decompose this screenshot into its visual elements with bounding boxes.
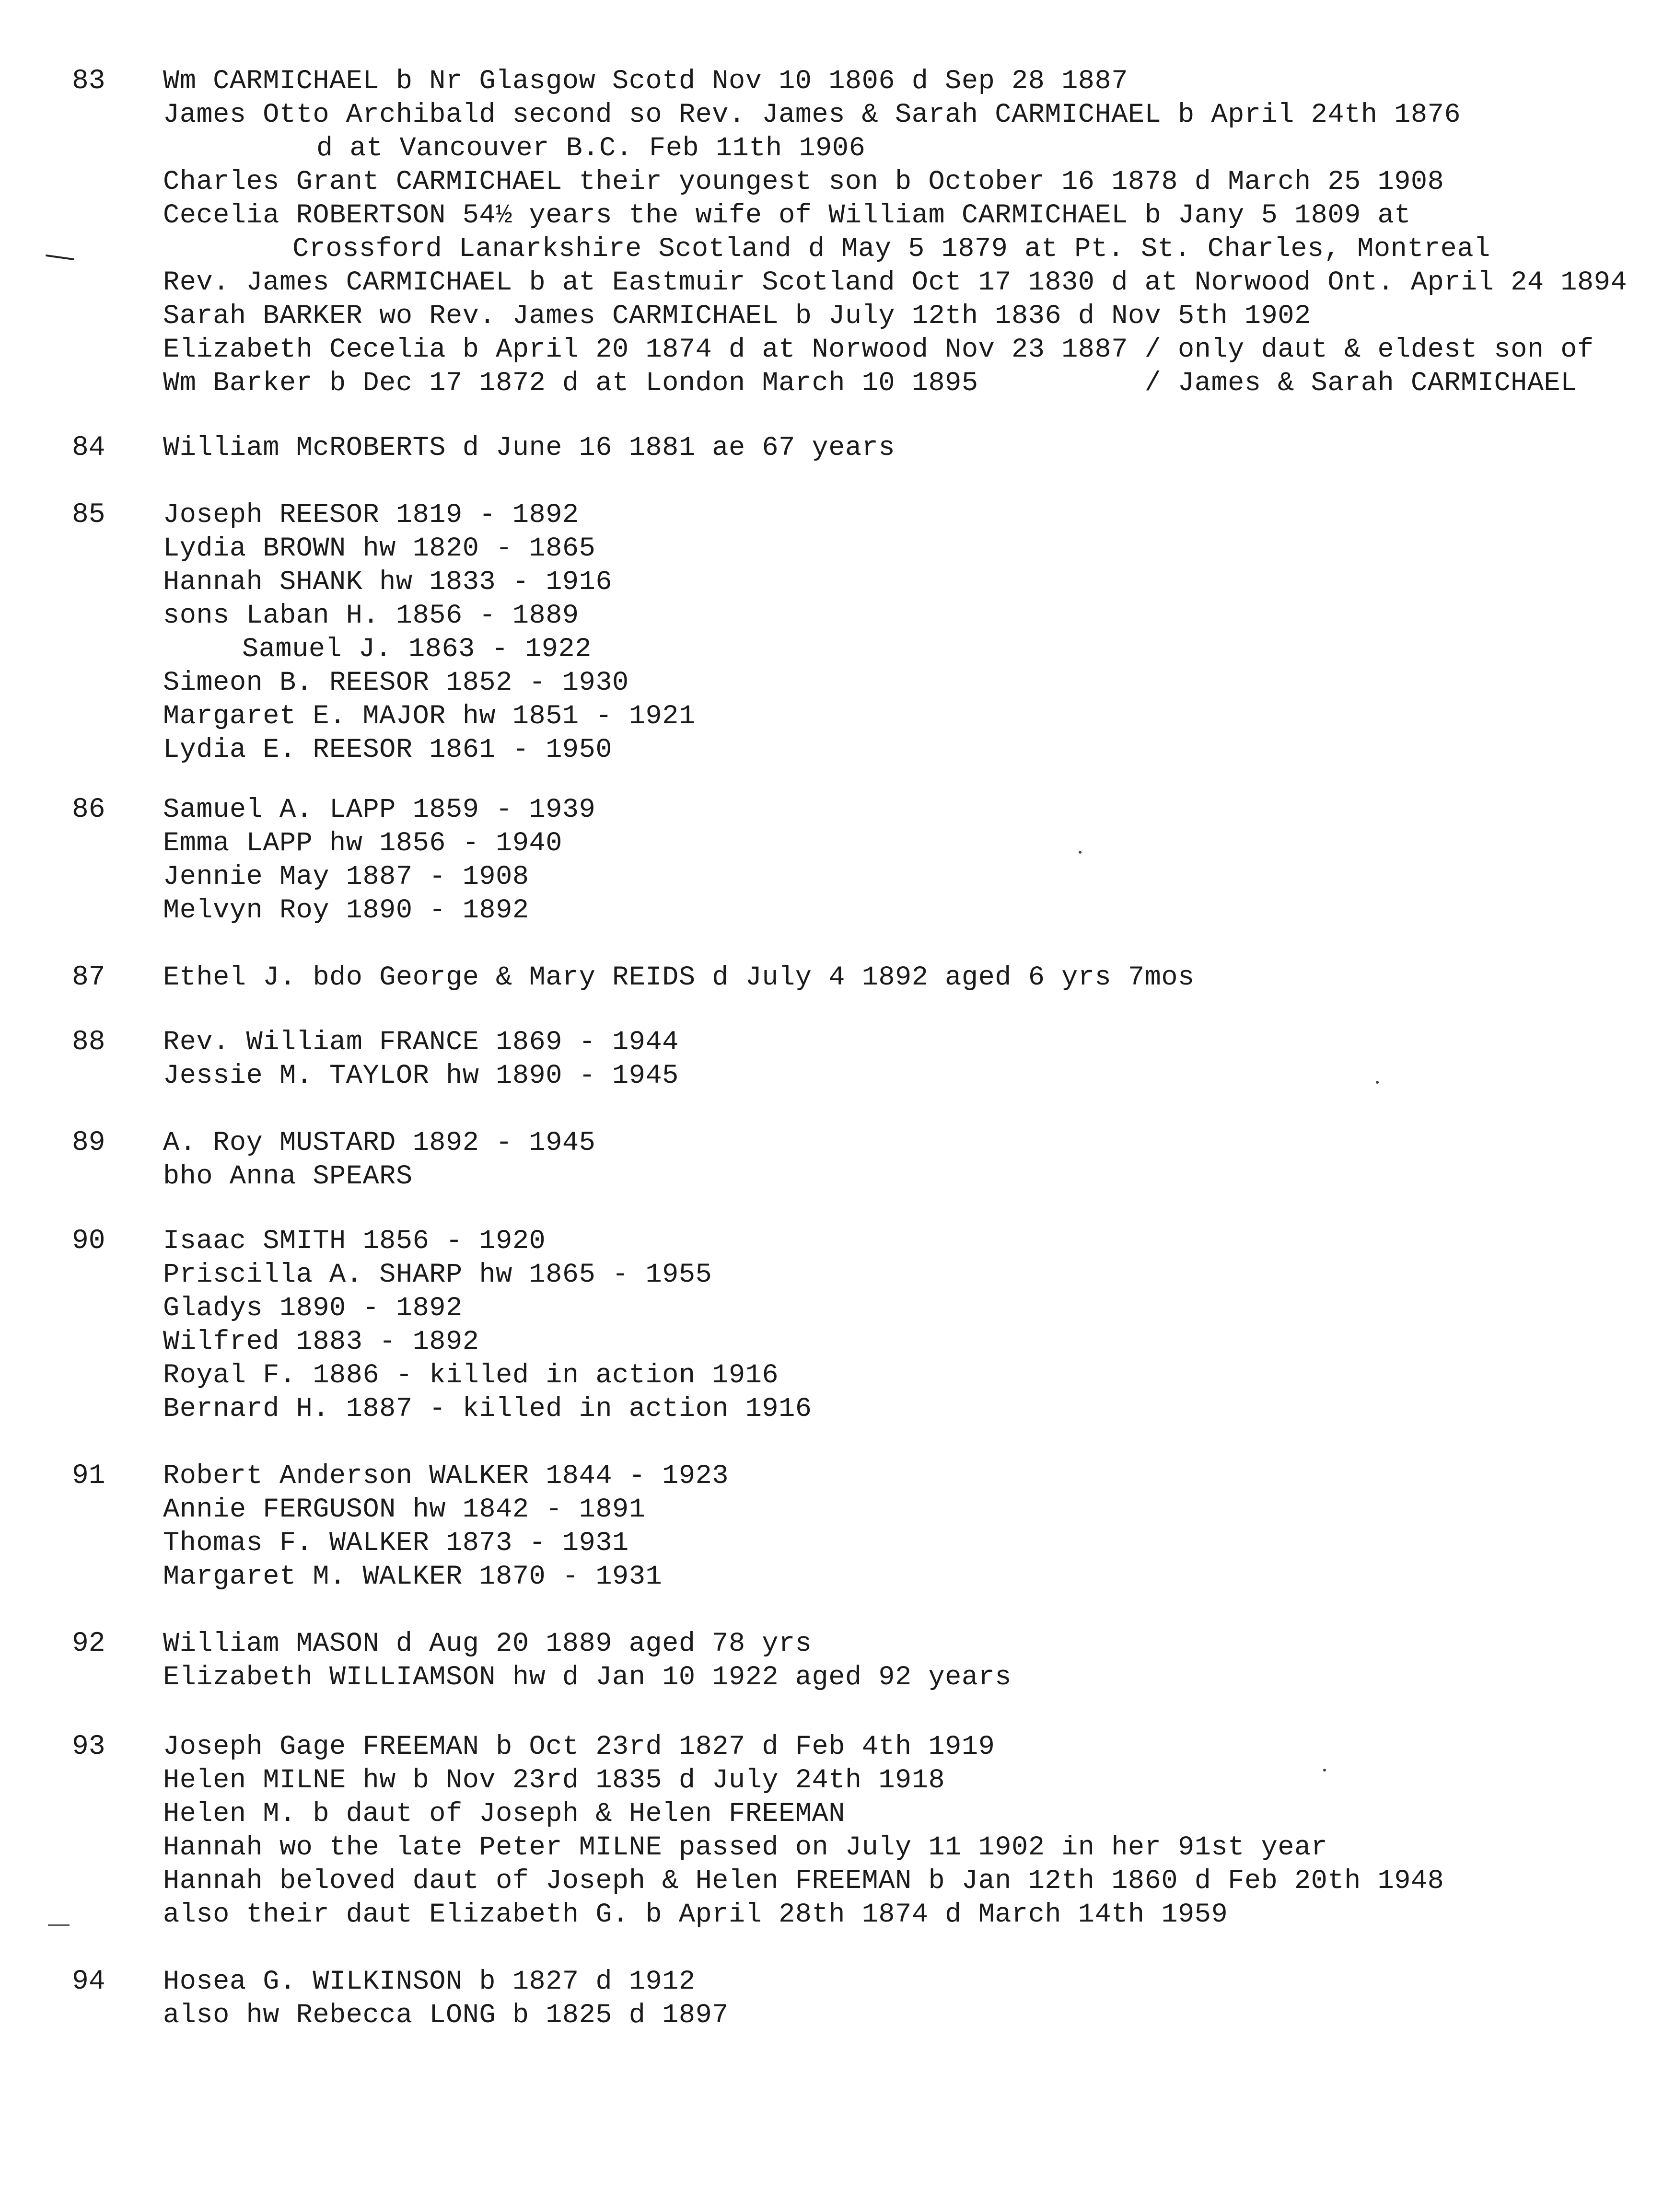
entry-number: 84 <box>72 432 105 463</box>
entry-text <box>163 1627 1654 1694</box>
record-line: Helen MILNE hw b Nov 23rd 1835 d July 24th 1918 <box>163 1765 945 1796</box>
entry-number: 94 <box>72 1966 105 1997</box>
entry-text <box>163 1459 1654 1594</box>
entry-text <box>163 1026 1654 1093</box>
record-line: Bernard H. 1887 - killed in action 1916 <box>163 1394 812 1424</box>
margin-mark <box>48 1924 70 1926</box>
record-line: Lydia E. REESOR 1861 - 1950 <box>163 735 613 765</box>
record-line: Melvyn Roy 1890 - 1892 <box>163 895 529 926</box>
record-line: William McROBERTS d June 16 1881 ae 67 years <box>163 433 896 463</box>
record-line: Rev. William FRANCE 1869 - 1944 <box>163 1027 679 1058</box>
entry-text <box>163 431 1654 465</box>
record-line: Wm Barker b Dec 17 1872 d at London March 10 1895 / James & Sarah CARMICHAEL <box>163 368 1577 399</box>
record-line: A. Roy MUSTARD 1892 - 1945 <box>163 1128 596 1158</box>
entry-number: 86 <box>72 794 105 825</box>
record-line: sons Laban H. 1856 - 1889 <box>163 601 579 631</box>
entry-text <box>163 1965 1654 2032</box>
record-line: Hannah wo the late Peter MILNE passed on July 11 1902 in her 91st year <box>163 1832 1328 1863</box>
entry-number: 90 <box>72 1226 105 1257</box>
entry-number: 91 <box>72 1460 105 1492</box>
record-line: Samuel J. 1863 - 1922 <box>242 634 592 665</box>
record-line: d at Vancouver B.C. Feb 11th 1906 <box>316 133 866 164</box>
record-line: Gladys 1890 - 1892 <box>163 1293 463 1324</box>
record-line: Rev. James CARMICHAEL b at Eastmuir Scotland Oct 17 1830 d at Norwood Ont. April 24 1894 <box>163 267 1628 298</box>
record-line: Joseph Gage FREEMAN b Oct 23rd 1827 d Feb 4th 1919 <box>163 1732 995 1762</box>
record-line: Samuel A. LAPP 1859 - 1939 <box>163 795 596 825</box>
record-line: Margaret M. WALKER 1870 - 1931 <box>163 1562 663 1592</box>
record-line: Elizabeth Cecelia b April 20 1874 d at Norwood Nov 23 1887 / only daut & eldest son of <box>163 335 1594 365</box>
record-line: Priscilla A. SHARP hw 1865 - 1955 <box>163 1260 712 1290</box>
record-line: Simeon B. REESOR 1852 - 1930 <box>163 668 629 698</box>
record-line: Joseph REESOR 1819 - 1892 <box>163 500 579 531</box>
record-line: Lydia BROWN hw 1820 - 1865 <box>163 533 596 564</box>
entry-text <box>163 793 1654 927</box>
record-line: Charles Grant CARMICHAEL their youngest son b October 16 1878 d March 25 1908 <box>163 167 1444 197</box>
record-line: Emma LAPP hw 1856 - 1940 <box>163 828 562 859</box>
record-line: William MASON d Aug 20 1889 aged 78 yrs <box>163 1629 812 1659</box>
record-line: bho Anna SPEARS <box>163 1161 413 1192</box>
record-line: Sarah BARKER wo Rev. James CARMICHAEL b July 12th 1836 d Nov 5th 1902 <box>163 301 1311 332</box>
record-line: Annie FERGUSON hw 1842 - 1891 <box>163 1494 646 1525</box>
record-line: Thomas F. WALKER 1873 - 1931 <box>163 1528 629 1559</box>
entry-text <box>163 498 1654 767</box>
margin-mark <box>46 255 74 260</box>
record-line: Ethel J. bdo George & Mary REIDS d July 4 1892 aged 6 yrs 7mos <box>163 962 1195 993</box>
record-line: Robert Anderson WALKER 1844 - 1923 <box>163 1461 729 1492</box>
record-line: Hosea G. WILKINSON b 1827 d 1912 <box>163 1967 696 1997</box>
record-line: Margaret E. MAJOR hw 1851 - 1921 <box>163 701 696 732</box>
entry-text <box>163 1730 1654 1932</box>
record-line: Hannah SHANK hw 1833 - 1916 <box>163 567 613 598</box>
record-line: Jessie M. TAYLOR hw 1890 - 1945 <box>163 1061 679 1091</box>
record-line: also hw Rebecca LONG b 1825 d 1897 <box>163 2000 729 2031</box>
record-line: Isaac SMITH 1856 - 1920 <box>163 1226 546 1257</box>
entry-text <box>163 961 1654 995</box>
entry-number: 83 <box>72 66 105 97</box>
record-line: Wm CARMICHAEL b Nr Glasgow Scotd Nov 10 1806 d Sep 28 1887 <box>163 66 1128 97</box>
entry-number: 88 <box>72 1027 105 1058</box>
record-line: Elizabeth WILLIAMSON hw d Jan 10 1922 aged 92 years <box>163 1662 1012 1693</box>
record-line: Cecelia ROBERTSON 54½ years the wife of William CARMICHAEL b Jany 5 1809 at <box>163 200 1411 231</box>
entry-number: 85 <box>72 499 105 531</box>
entry-text <box>163 1225 1654 1426</box>
record-line: Wilfred 1883 - 1892 <box>163 1327 479 1357</box>
entry-number: 93 <box>72 1731 105 1762</box>
record-line: Hannah beloved daut of Joseph & Helen FREEMAN b Jan 12th 1860 d Feb 20th 1948 <box>163 1866 1444 1897</box>
record-line: also their daut Elizabeth G. b April 28th 1874 d March 14th 1959 <box>163 1899 1228 1930</box>
entry-number: 89 <box>72 1127 105 1158</box>
entry-number: 87 <box>72 962 105 993</box>
entry-text <box>163 1126 1654 1193</box>
record-line: Crossford Lanarkshire Scotland d May 5 1879 at Pt. St. Charles, Montreal <box>292 234 1490 265</box>
entry-number: 92 <box>72 1628 105 1659</box>
record-line: James Otto Archibald second so Rev. James & Sarah CARMICHAEL b April 24th 1876 <box>163 100 1461 130</box>
entry-text <box>163 65 1654 400</box>
record-line: Royal F. 1886 - killed in action 1916 <box>163 1360 779 1391</box>
record-line: Jennie May 1887 - 1908 <box>163 862 529 892</box>
record-line: Helen M. b daut of Joseph & Helen FREEMAN <box>163 1799 845 1830</box>
